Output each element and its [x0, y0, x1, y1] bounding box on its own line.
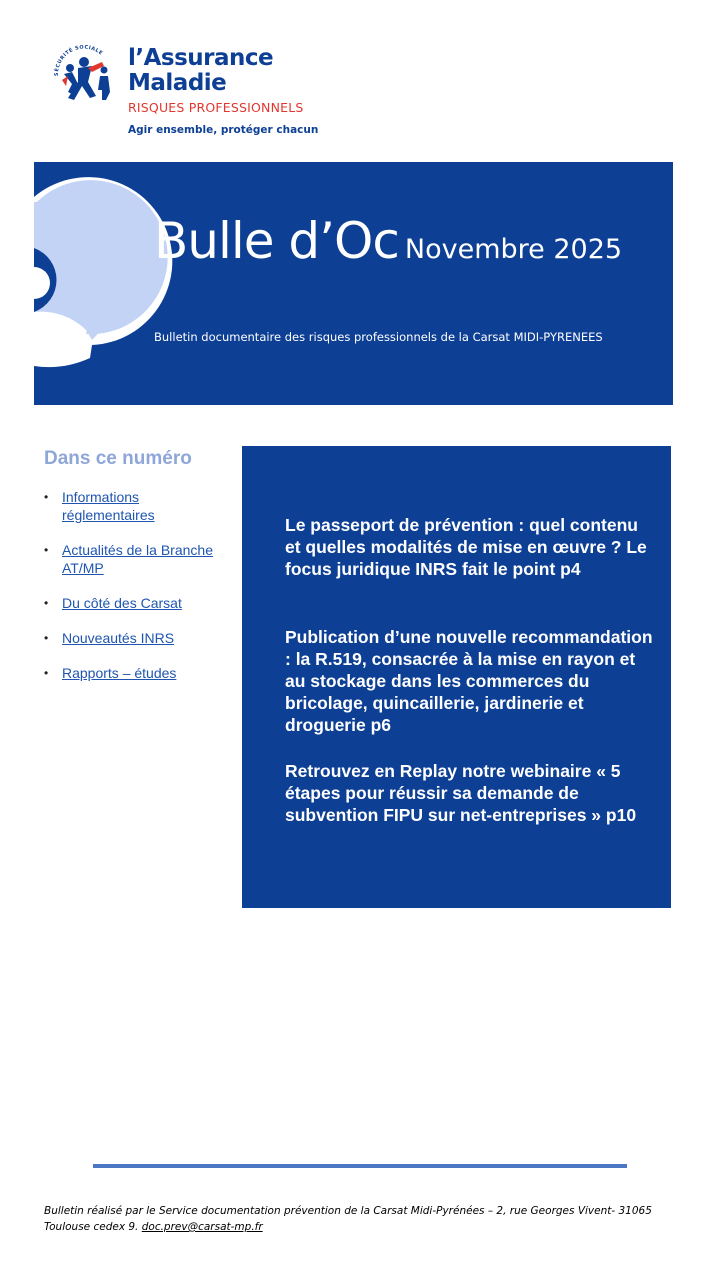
- toc-item: [44, 488, 234, 524]
- logo-slogan: Agir ensemble, protéger chacun: [128, 124, 319, 136]
- toc-link-carsat[interactable]: Du côté des Carsat: [62, 595, 182, 611]
- toc-link-informations[interactable]: Informations réglementaires: [62, 489, 155, 523]
- toc-list: [44, 488, 234, 682]
- toc-link-inrs[interactable]: Nouveautés INRS: [62, 630, 175, 646]
- bulletin-name: Bulle d’Oc: [154, 212, 399, 270]
- highlights-box: [242, 446, 671, 908]
- footer-email-link[interactable]: doc.prev@carsat-mp.fr: [141, 1221, 263, 1233]
- bulletin-subtitle: Bulletin documentaire des risques professionnels de la Carsat MIDI-PYRENEES: [154, 330, 603, 344]
- toc-item: [44, 664, 234, 682]
- highlight-passeport: Le passeport de prévention : quel contenu et quelles modalités de mise en œuvre ? Le focus juridique INRS fait le point p4: [285, 515, 647, 579]
- bulletin-title: [154, 212, 622, 270]
- logo-title: l’Assurance Maladie: [128, 45, 274, 96]
- highlight-webinaire: Retrouvez en Replay notre webinaire « 5 étapes pour réussir sa demande de subvention FIPU sur net-entreprises » p10: [285, 761, 637, 825]
- toc-heading: Dans ce numéro: [44, 448, 192, 469]
- decorative-arc-icon: [34, 162, 194, 405]
- toc-item: [44, 594, 234, 612]
- header-banner: [34, 162, 673, 405]
- assurance-maladie-logo: [44, 36, 344, 146]
- toc-link-rapports[interactable]: Rapports – études: [62, 665, 177, 681]
- toc-item: [44, 541, 234, 577]
- toc-link-actualites[interactable]: Actualités de la Branche AT/MP: [62, 542, 213, 576]
- highlight-recommandation: Publication d’une nouvelle recommandation : la R.519, consacrée à la mise en rayon et au stockage dans les commerces du bricolage, quincaillerie, jardinerie et droguerie p6: [285, 627, 653, 735]
- emblem-icon: [44, 36, 124, 116]
- footer-divider: [93, 1164, 627, 1168]
- logo-subtitle: RISQUES PROFESSIONNELS: [128, 100, 304, 115]
- table-of-contents: [44, 448, 234, 699]
- footer-credits: [44, 1203, 684, 1235]
- svg-text:SÉCURITÉ SOCIALE: SÉCURITÉ SOCIALE: [53, 44, 104, 77]
- bulletin-edition: Novembre 2025: [404, 234, 623, 265]
- toc-item: [44, 629, 234, 647]
- footer-address: Bulletin réalisé par le Service documentation prévention de la Carsat Midi-Pyrénées – 2, rue Georges Vivent- 31065 Toulouse cedex 9.: [44, 1205, 652, 1233]
